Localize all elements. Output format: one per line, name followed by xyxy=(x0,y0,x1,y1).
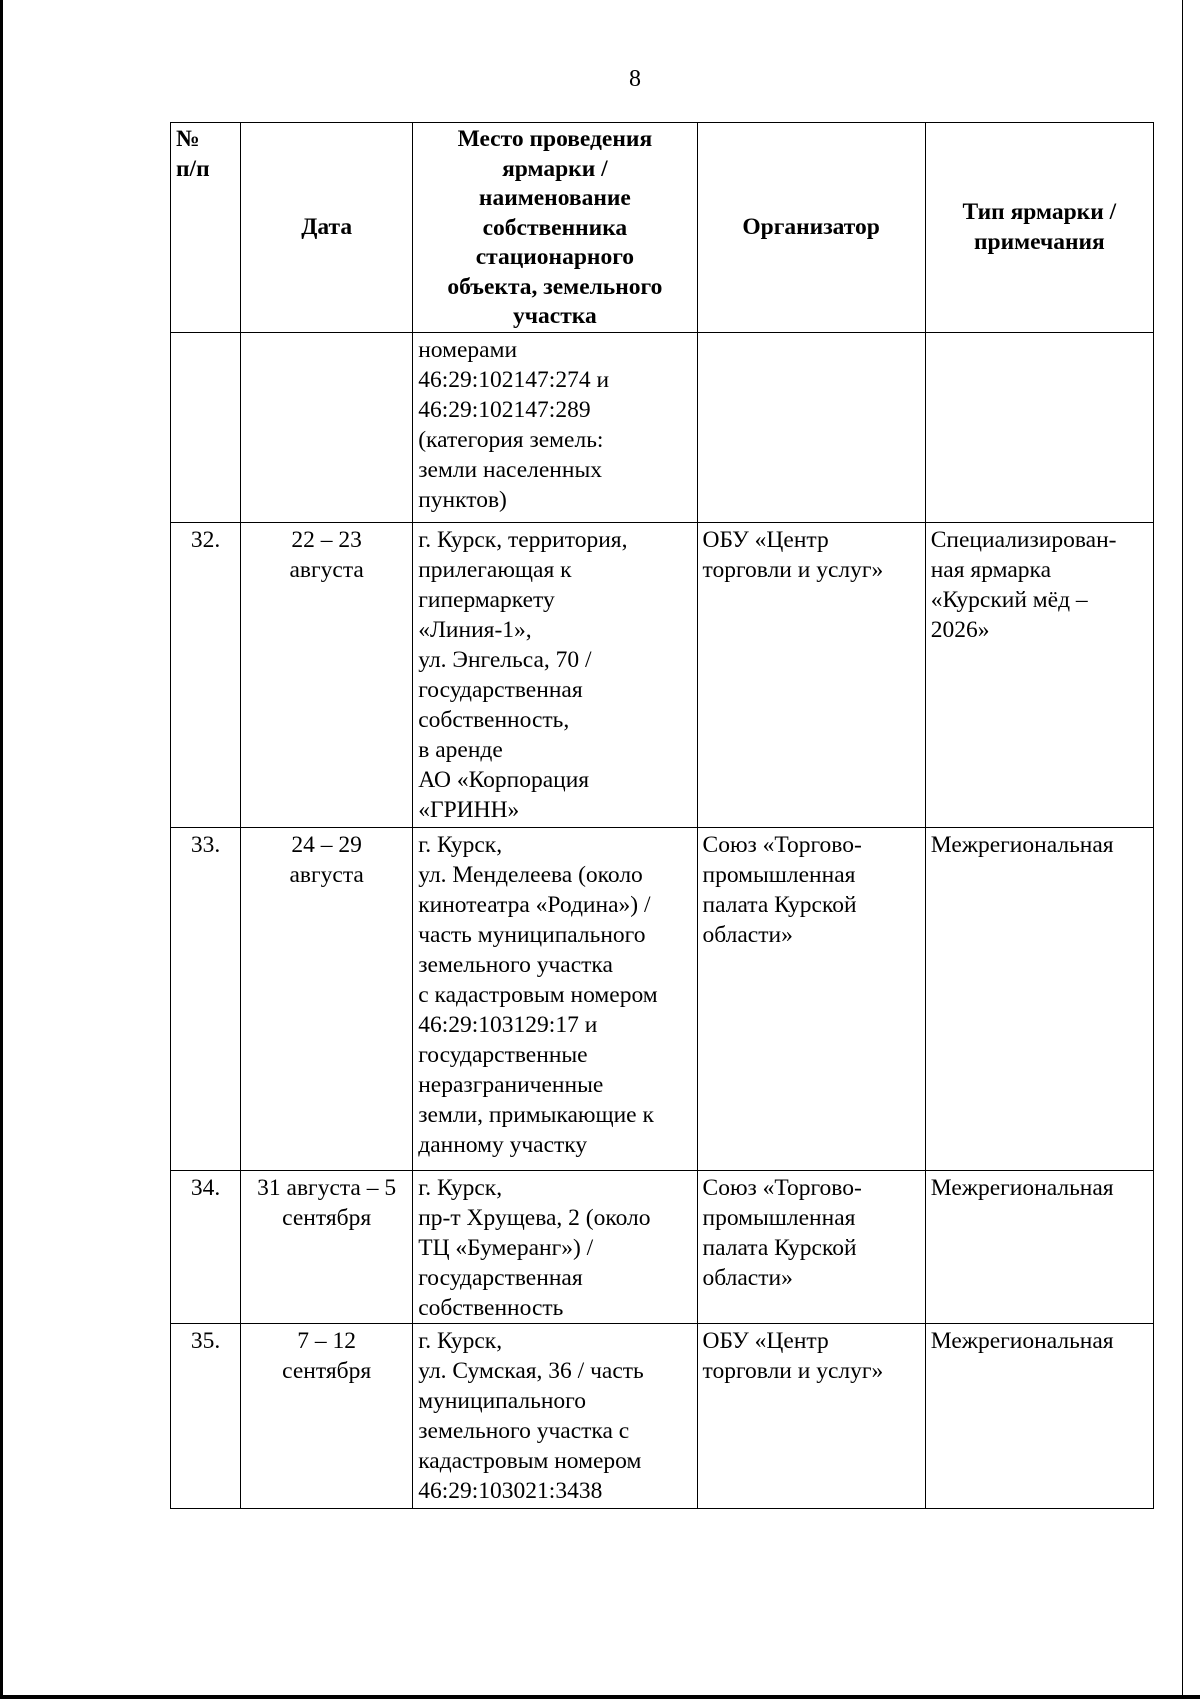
cell-number xyxy=(171,333,241,523)
cell-organizer: ОБУ «Центр торговли и услуг» xyxy=(697,1324,925,1509)
table-row xyxy=(171,1324,1154,1509)
cell-fair-type: Специализирован- ная ярмарка «Курский мёд – 2026» xyxy=(925,523,1153,828)
cell-fair-type: Межрегиональная xyxy=(925,828,1153,1171)
table-row xyxy=(171,333,1154,523)
header-organizer: Организатор xyxy=(697,123,925,333)
cell-number: 34. xyxy=(171,1171,241,1324)
cell-date: 22 – 23 августа xyxy=(241,523,413,828)
scan-left-edge xyxy=(0,0,3,1699)
cell-organizer: Союз «Торгово- промышленная палата Курской области» xyxy=(697,828,925,1171)
cell-place: г. Курск, ул. Сумская, 36 / часть муниципального земельного участка с кадастровым номером 46:29:103021:3438 xyxy=(413,1324,697,1509)
cell-fair-type: Межрегиональная xyxy=(925,1324,1153,1509)
cell-number: 35. xyxy=(171,1324,241,1509)
cell-date xyxy=(241,333,413,523)
cell-place: номерами 46:29:102147:274 и 46:29:102147:289 (категория земель: земли населенных пунктов) xyxy=(413,333,697,523)
table-row xyxy=(171,828,1154,1171)
fairs-table xyxy=(170,122,1154,1509)
cell-place: г. Курск, пр-т Хрущева, 2 (около ТЦ «Бумеранг») / государственная собственность xyxy=(413,1171,697,1324)
cell-fair-type: Межрегиональная xyxy=(925,1171,1153,1324)
header-place: Место проведения ярмарки / наименование собственника стационарного объекта, земельного участка xyxy=(413,123,697,333)
header-number: № п/п xyxy=(171,123,241,333)
page-number: 8 xyxy=(629,66,641,92)
scan-right-edge xyxy=(1182,0,1183,1699)
table-header-row xyxy=(171,123,1154,333)
table-row xyxy=(171,523,1154,828)
cell-organizer: Союз «Торгово- промышленная палата Курской области» xyxy=(697,1171,925,1324)
cell-number: 33. xyxy=(171,828,241,1171)
cell-organizer xyxy=(697,333,925,523)
cell-fair-type xyxy=(925,333,1153,523)
cell-date: 7 – 12 сентября xyxy=(241,1324,413,1509)
table-row xyxy=(171,1171,1154,1324)
header-date: Дата xyxy=(241,123,413,333)
cell-place: г. Курск, ул. Менделеева (около кинотеатра «Родина») / часть муниципального земельного участка с кадастровым номером 46:29:103129:17 и государственные неразграниченные земли, примыкающие к данному участку xyxy=(413,828,697,1171)
cell-place: г. Курск, территория, прилегающая к гипермаркету «Линия-1», ул. Энгельса, 70 / государственная собственность, в аренде АО «Корпорация «ГРИНН» xyxy=(413,523,697,828)
cell-date: 31 августа – 5 сентября xyxy=(241,1171,413,1324)
cell-number: 32. xyxy=(171,523,241,828)
scan-bottom-edge xyxy=(0,1695,1200,1699)
header-fair-type: Тип ярмарки / примечания xyxy=(925,123,1153,333)
cell-date: 24 – 29 августа xyxy=(241,828,413,1171)
cell-organizer: ОБУ «Центр торговли и услуг» xyxy=(697,523,925,828)
